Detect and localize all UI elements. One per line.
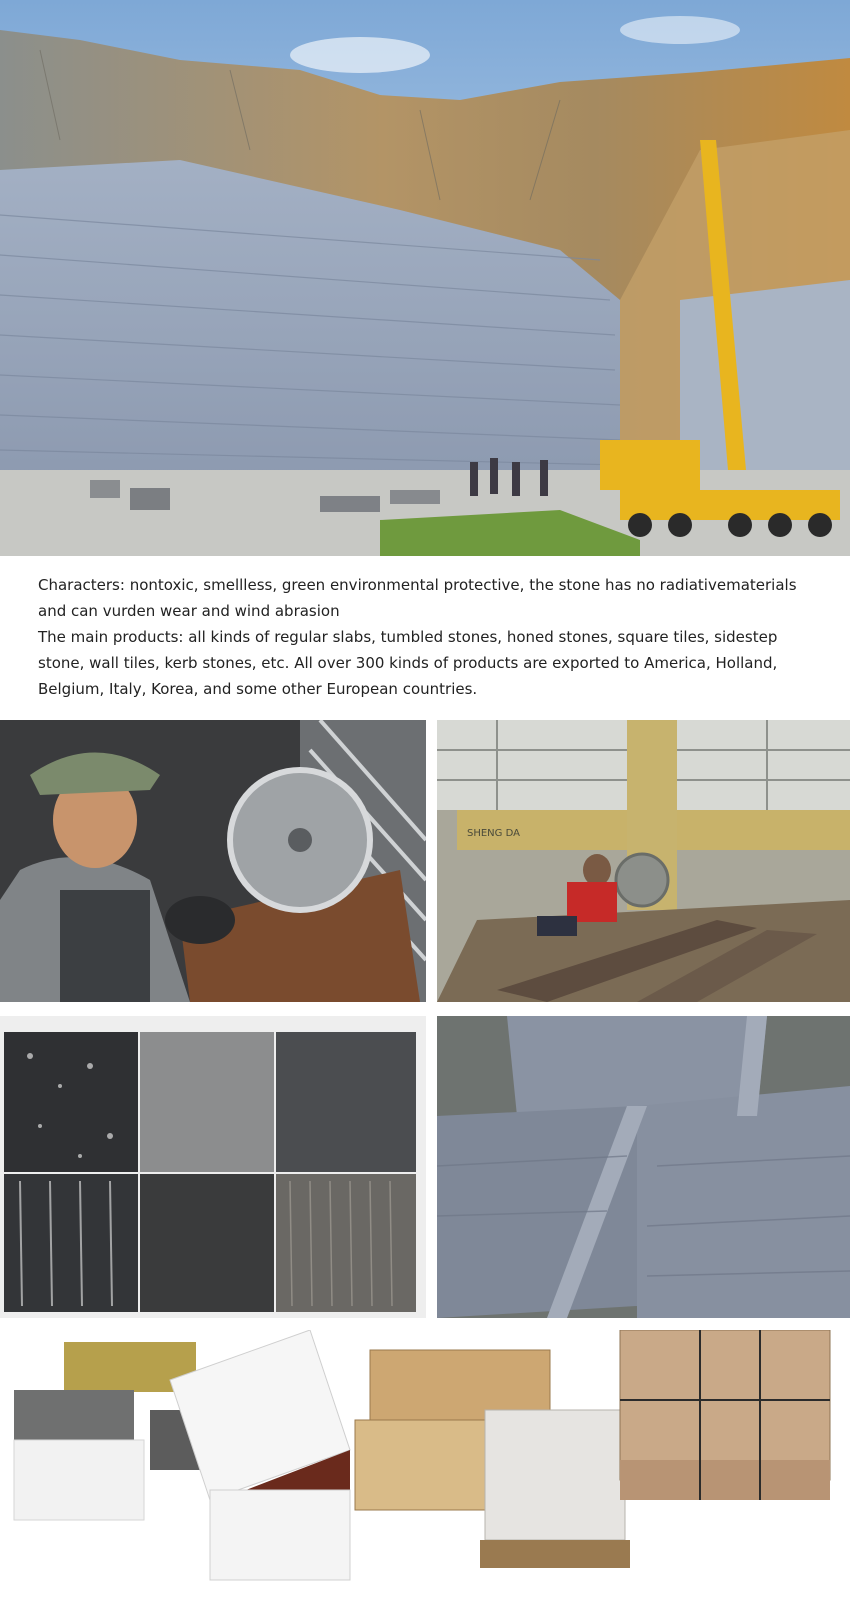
product-description [38, 572, 828, 702]
bridge-saw-photo [437, 720, 850, 1002]
main-products-text: The main products: all kinds of regular slabs, tumbled stones, honed stones, square tiles, sidestep stone, wall tiles, kerb stones, etc. All over 300 kinds of products are exported to America, Holland, Belgium, Italy, Korea, and some other European countries. [38, 628, 778, 698]
kerb-stones-photo [437, 1016, 850, 1318]
quarry-photo [0, 0, 850, 556]
saw-worker-photo [0, 720, 426, 1002]
tile-samples-photo [0, 1016, 426, 1318]
characters-text: Characters: nontoxic, smellless, green environmental protective, the stone has no radiativematerials and can vurden wear and wind abrasion [38, 576, 797, 620]
bridge-saw-sign: SHENG DA [467, 828, 520, 839]
packaging-photo [0, 1330, 850, 1602]
